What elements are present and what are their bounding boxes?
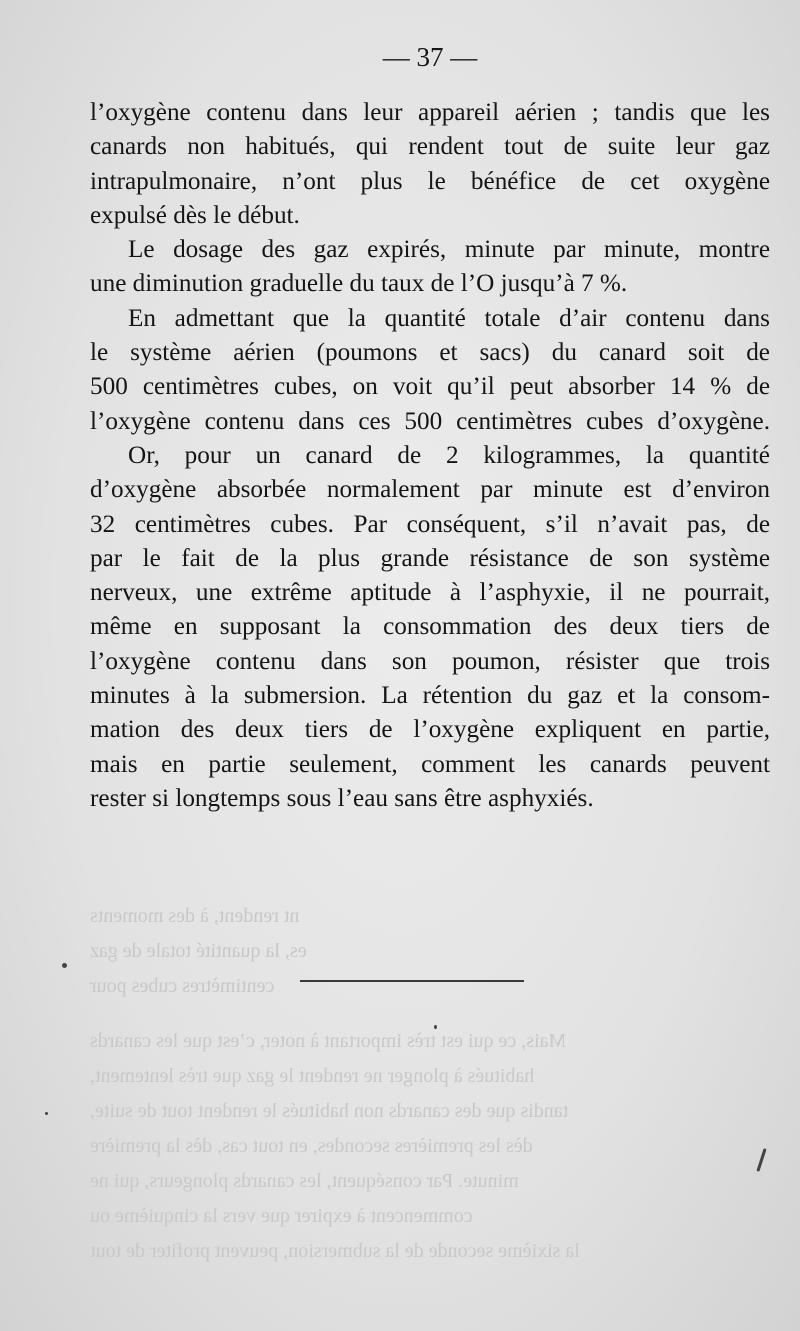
show-through-text: la sixième seconde de la submersion, peuvent profiter de tout bbox=[90, 1240, 580, 1262]
section-divider bbox=[300, 980, 524, 982]
text-line: mais en partie seulement, comment les canards peuvent bbox=[90, 750, 770, 778]
show-through-text: nt rendent, à des moments bbox=[90, 905, 300, 927]
body-text bbox=[90, 96, 770, 816]
text-line: expulsé dès le début. bbox=[90, 201, 300, 229]
text-line: par le fait de la plus grande résistance de son système bbox=[90, 544, 770, 572]
text-line: mation des deux tiers de l’oxygène expliquent en partie, bbox=[90, 716, 770, 744]
show-through-text: es, la quantité totale de gaz bbox=[90, 940, 307, 962]
text-line: une diminution graduelle du taux de l’O jusqu’à 7 %. bbox=[90, 270, 628, 298]
show-through-text: centimètres cubes pour bbox=[90, 975, 275, 997]
text-line: d’oxygène absorbée normalement par minute est d’environ bbox=[90, 476, 770, 504]
show-through-text: habitués à plonger ne rendent le gaz que très lentement, bbox=[90, 1065, 535, 1087]
text-line: le système aérien (poumons et sacs) du canard soit de bbox=[90, 339, 770, 367]
text-line: En admettant que la quantité totale d’air contenu dans bbox=[128, 304, 770, 332]
show-through-text: commencent à expirer que vers la cinquième ou bbox=[90, 1205, 473, 1227]
text-line: Or, pour un canard de 2 kilogrammes, la quantité bbox=[128, 441, 770, 469]
text-line: même en supposant la consommation des deux tiers de bbox=[90, 613, 770, 641]
ink-speck bbox=[62, 963, 67, 968]
show-through-text: dès les premières secondes, en tout cas, dès la première bbox=[90, 1135, 533, 1157]
ink-speck bbox=[434, 1025, 437, 1029]
text-line: l’oxygène contenu dans son poumon, résister que trois bbox=[90, 647, 770, 675]
text-line: 500 centimètres cubes, on voit qu’il peut absorber 14 % de bbox=[90, 373, 770, 401]
text-line: Le dosage des gaz expirés, minute par minute, montre bbox=[128, 236, 770, 264]
ink-speck bbox=[756, 1148, 766, 1172]
text-line: 32 centimètres cubes. Par conséquent, s’il n’avait pas, de bbox=[90, 510, 770, 538]
show-through-text: tandis que des canards non habitués le rendent tout de suite, bbox=[90, 1100, 569, 1122]
text-line: l’oxygène contenu dans ces 500 centimètres cubes d’oxygène. bbox=[90, 407, 770, 435]
text-line: rester si longtemps sous l’eau sans être asphyxiés. bbox=[90, 784, 594, 812]
text-line: intrapulmonaire, n’ont plus le bénéfice de cet oxygène bbox=[90, 167, 770, 195]
page-number: — 37 — bbox=[382, 42, 478, 72]
text-line: minutes à la submersion. La rétention du gaz et la consom- bbox=[90, 682, 770, 710]
ink-speck bbox=[45, 1112, 48, 1115]
text-line: l’oxygène contenu dans leur appareil aérien ; tandis que les bbox=[90, 99, 770, 126]
show-through-text: minute. Par conséquent, les canards plongeurs, qui ne bbox=[90, 1170, 519, 1192]
show-through-text: Mais, ce qui est très important à noter, c’est que les canards bbox=[90, 1030, 567, 1052]
text-line: canards non habitués, qui rendent tout de suite leur gaz bbox=[90, 133, 770, 161]
text-line: nerveux, une extrême aptitude à l’asphyxie, il ne pourrait, bbox=[90, 579, 770, 607]
